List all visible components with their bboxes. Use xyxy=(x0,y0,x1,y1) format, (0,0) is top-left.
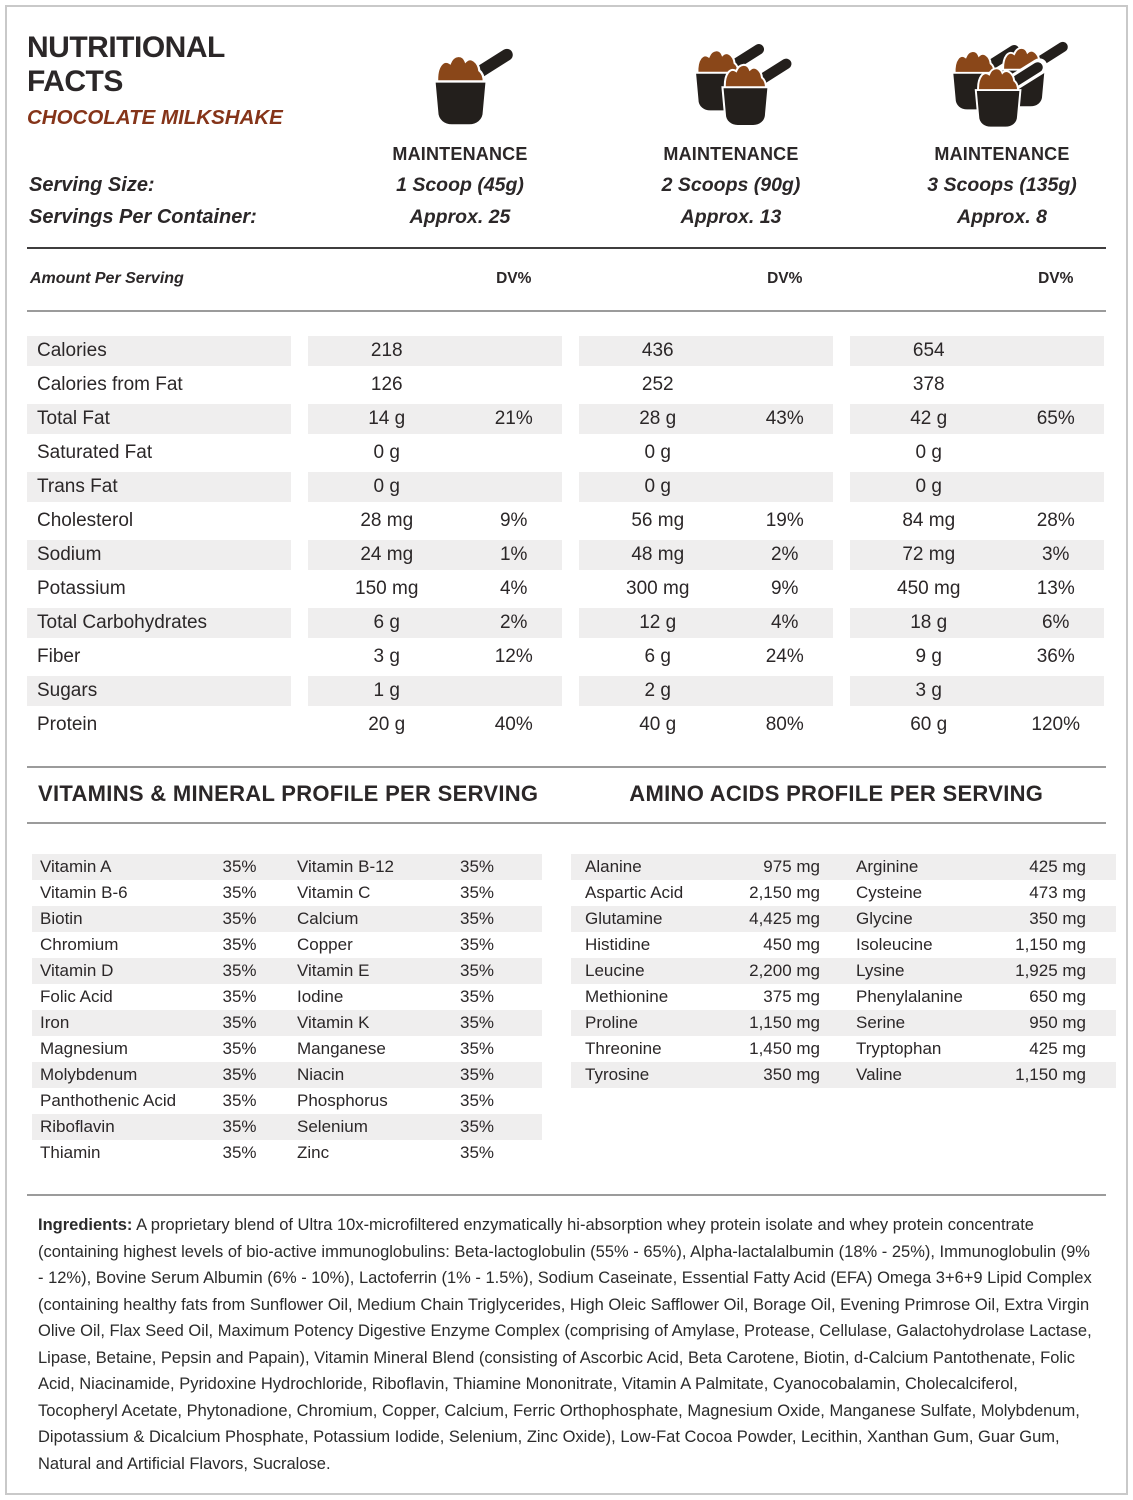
vitamin-value: 35% xyxy=(459,1065,495,1084)
nutrient-amount: 48 mg xyxy=(631,544,685,565)
vitamin-value: 35% xyxy=(459,1117,495,1136)
nutrient-cell-2scoops xyxy=(579,370,833,400)
vitamin-row xyxy=(32,1010,542,1036)
vitamin-name: Vitamin D xyxy=(40,961,114,980)
servings-per-container-value: Approx. 13 xyxy=(680,206,782,228)
amino-acid-value: 950 mg xyxy=(1029,1013,1086,1032)
amino-acid-value: 1,450 mg xyxy=(749,1039,820,1058)
nutrition-label-page xyxy=(5,5,1128,1495)
nutrient-cell-2scoops xyxy=(579,472,833,502)
nutrient-amount: 436 xyxy=(641,340,674,361)
vitamin-value: 35% xyxy=(459,909,495,928)
nutrient-amount: 1 g xyxy=(373,680,400,701)
amino-acid-value: 450 mg xyxy=(763,935,820,954)
amino-acid-row xyxy=(571,984,1116,1010)
vitamin-row xyxy=(32,984,542,1010)
amino-acid-name: Histidine xyxy=(585,935,651,954)
amino-acid-name: Alanine xyxy=(585,857,642,876)
amino-acid-name: Serine xyxy=(856,1013,906,1032)
nutrient-amount: 0 g xyxy=(644,476,671,497)
nutrition-table-row xyxy=(27,642,1106,672)
nutrient-name: Trans Fat xyxy=(27,472,291,502)
amino-acid-name: Lysine xyxy=(856,961,905,980)
nutrient-cell-1scoop xyxy=(308,642,562,672)
nutrient-cell-1scoop xyxy=(308,404,562,434)
amino-acid-value: 975 mg xyxy=(763,857,820,876)
nutrient-amount: 42 g xyxy=(910,408,948,429)
servings-per-container-row xyxy=(27,206,1106,229)
amino-acid-name: Threonine xyxy=(585,1039,662,1058)
vitamin-value: 35% xyxy=(459,1013,495,1032)
dv-header: DV% xyxy=(767,270,803,287)
nutrient-amount: 28 g xyxy=(639,408,677,429)
vitamin-row xyxy=(32,880,542,906)
ingredients-paragraph xyxy=(27,1212,1106,1477)
scoop-icon-x1 xyxy=(333,31,587,130)
amino-acid-name: Glycine xyxy=(856,909,913,928)
nutrient-name: Saturated Fat xyxy=(37,442,153,463)
nutrient-cell-2scoops xyxy=(579,642,833,672)
nutrient-cell-3scoops xyxy=(850,574,1104,604)
nutrient-dv: 21% xyxy=(494,408,533,429)
nutrition-table-row xyxy=(27,710,1106,740)
nutrient-cell-2scoops xyxy=(579,540,833,570)
vitamin-name: Vitamin K xyxy=(297,1013,370,1032)
section-headers xyxy=(27,768,1106,822)
amino-acid-name: Cysteine xyxy=(856,883,923,902)
nutrient-name: Protein xyxy=(37,714,98,735)
nutrient-amount: 378 xyxy=(912,374,945,395)
amino-acid-row xyxy=(571,1010,1116,1036)
amino-acid-value: 425 mg xyxy=(1029,1039,1086,1058)
vitamin-value: 35% xyxy=(459,961,495,980)
tier-row xyxy=(27,130,1106,165)
vitamin-value: 35% xyxy=(222,961,257,980)
amino-acid-value: 2,200 mg xyxy=(749,961,820,980)
nutrient-dv: 40% xyxy=(494,714,533,735)
vitamin-row xyxy=(32,1114,542,1140)
nutrient-amount: 56 mg xyxy=(631,510,685,531)
nutrient-name: Calories from Fat xyxy=(37,374,183,395)
nutrient-dv: 6% xyxy=(1041,612,1070,633)
nutrient-cell-2scoops xyxy=(579,438,833,468)
servings-per-container-label: Servings Per Container: xyxy=(29,206,257,228)
nutrient-amount: 14 g xyxy=(368,408,406,429)
nutrient-name: Sodium xyxy=(27,540,291,570)
nutrient-name: Potassium xyxy=(37,578,126,599)
nutrient-amount: 6 g xyxy=(373,612,400,633)
tier-label: MAINTENANCE xyxy=(392,144,528,164)
vitamin-value: 35% xyxy=(222,1065,257,1084)
amino-acid-row xyxy=(571,958,1116,984)
nutrient-amount: 9 g xyxy=(915,646,942,667)
nutrition-table-row xyxy=(27,574,1106,604)
nutrient-cell-3scoops xyxy=(850,642,1104,672)
vitamin-name: Vitamin A xyxy=(40,857,112,876)
amino-acid-value: 650 mg xyxy=(1029,987,1086,1006)
nutrient-cell-3scoops xyxy=(850,438,1104,468)
nutrient-amount: 300 mg xyxy=(626,578,690,599)
vitamin-name: Manganese xyxy=(297,1039,386,1058)
vitamin-name: Chromium xyxy=(40,935,119,954)
nutrient-amount: 84 mg xyxy=(902,510,956,531)
amino-acid-row xyxy=(571,880,1116,906)
vitamin-name: Vitamin C xyxy=(297,883,371,902)
nutrition-table-row xyxy=(27,336,1106,366)
vitamin-name: Selenium xyxy=(297,1117,368,1136)
nutrient-cell-2scoops xyxy=(579,676,833,706)
vitamin-value: 35% xyxy=(222,1091,257,1110)
amino-acid-name: Arginine xyxy=(856,857,919,876)
nutrition-table xyxy=(27,336,1106,740)
nutrition-table-row xyxy=(27,404,1106,434)
vitamin-row xyxy=(32,906,542,932)
serving-size-value: 1 Scoop (45g) xyxy=(396,174,524,196)
nutrient-name: Cholesterol xyxy=(37,510,134,531)
divider-gray xyxy=(27,822,1106,824)
vitamin-row xyxy=(32,932,542,958)
nutrition-table-row xyxy=(27,472,1106,502)
vitamin-value: 35% xyxy=(222,935,257,954)
vitamin-value: 35% xyxy=(222,909,257,928)
amino-acids-list xyxy=(571,854,1116,1088)
nutrient-amount: 3 g xyxy=(373,646,400,667)
amino-acid-value: 4,425 mg xyxy=(749,909,820,928)
nutrient-cell-1scoop xyxy=(308,370,562,400)
nutrient-name: Total Carbohydrates xyxy=(27,608,291,638)
vitamin-name: Iodine xyxy=(297,987,344,1006)
nutrient-cell-3scoops xyxy=(850,404,1104,434)
divider-gray xyxy=(27,310,1106,312)
nutrition-table-row xyxy=(27,370,1106,400)
vitamin-name: Thiamin xyxy=(40,1143,101,1162)
amino-acids-section-title: AMINO ACIDS PROFILE PER SERVING xyxy=(629,781,1044,806)
amino-acid-name: Tyrosine xyxy=(585,1065,650,1084)
nutrient-name: Total Fat xyxy=(27,404,291,434)
vitamin-value: 35% xyxy=(459,1091,495,1110)
nutrient-dv: 24% xyxy=(765,646,804,667)
brand-block xyxy=(27,31,291,130)
amino-acid-row xyxy=(571,1062,1116,1088)
nutrient-amount: 28 mg xyxy=(360,510,414,531)
nutrient-amount: 654 xyxy=(912,340,945,361)
vitamin-name: Vitamin B-6 xyxy=(40,883,128,902)
nutrient-cell-1scoop xyxy=(308,676,562,706)
amino-acid-value: 375 mg xyxy=(763,987,820,1006)
nutrient-amount: 20 g xyxy=(368,714,406,735)
vitamin-name: Calcium xyxy=(297,909,359,928)
nutrient-dv: 36% xyxy=(1036,646,1075,667)
amino-acid-value: 1,150 mg xyxy=(749,1013,820,1032)
vitamin-name: Riboflavin xyxy=(40,1117,115,1136)
nutrient-cell-1scoop xyxy=(308,336,562,366)
flavor-subtitle: CHOCOLATE MILKSHAKE xyxy=(27,106,283,129)
vitamin-name: Folic Acid xyxy=(40,987,113,1006)
amino-acid-name: Aspartic Acid xyxy=(585,883,684,902)
scoop-icon-x3 xyxy=(875,31,1128,130)
nutrient-dv: 28% xyxy=(1036,510,1075,531)
amino-acid-value: 425 mg xyxy=(1029,857,1086,876)
nutrition-table-row xyxy=(27,540,1106,570)
nutrient-amount: 0 g xyxy=(373,442,400,463)
nutrient-cell-3scoops xyxy=(850,370,1104,400)
nutrient-cell-3scoops xyxy=(850,540,1104,570)
amount-per-serving-header xyxy=(27,249,1106,310)
nutrient-dv: 4% xyxy=(499,578,528,599)
amino-acid-value: 473 mg xyxy=(1029,883,1086,902)
dv-header: DV% xyxy=(496,270,532,287)
vitamin-value: 35% xyxy=(459,857,495,876)
nutrient-amount: 218 xyxy=(370,340,403,361)
vitamins-section-title: VITAMINS & MINERAL PROFILE PER SERVING xyxy=(38,781,539,806)
amino-acid-row xyxy=(571,906,1116,932)
nutrient-dv: 12% xyxy=(494,646,533,667)
nutrient-name: Fiber xyxy=(37,646,81,667)
vitamin-row xyxy=(32,1088,542,1114)
vitamin-value: 35% xyxy=(222,1013,257,1032)
nutrient-cell-2scoops xyxy=(579,608,833,638)
nutrient-cell-3scoops xyxy=(850,336,1104,366)
vitamin-name: Vitamin E xyxy=(297,961,370,980)
nutrient-cell-1scoop xyxy=(308,608,562,638)
serving-size-label: Serving Size: xyxy=(29,174,155,196)
nutrition-table-row xyxy=(27,608,1106,638)
nutrient-amount: 0 g xyxy=(644,442,671,463)
nutrient-dv: 19% xyxy=(765,510,804,531)
nutrient-cell-1scoop xyxy=(308,574,562,604)
nutrient-cell-3scoops xyxy=(850,506,1104,536)
nutrient-amount: 18 g xyxy=(910,612,948,633)
serving-size-value: 3 Scoops (135g) xyxy=(927,174,1077,196)
serving-size-row xyxy=(27,174,1106,197)
nutrient-amount: 72 mg xyxy=(902,544,956,565)
nutrient-amount: 150 mg xyxy=(355,578,419,599)
page-title: NUTRITIONAL FACTS xyxy=(27,31,225,98)
vitamin-name: Panthothenic Acid xyxy=(40,1091,177,1110)
vitamin-name: Molybdenum xyxy=(40,1065,138,1084)
vitamin-row xyxy=(32,1140,542,1166)
nutrient-amount: 12 g xyxy=(639,612,677,633)
nutrient-cell-2scoops xyxy=(579,710,833,740)
nutrient-amount: 0 g xyxy=(915,476,942,497)
nutrient-dv: 1% xyxy=(499,544,528,565)
divider-gray xyxy=(27,1194,1106,1196)
nutrient-amount: 40 g xyxy=(639,714,677,735)
amino-acid-value: 1,925 mg xyxy=(1015,961,1086,980)
nutrient-amount: 0 g xyxy=(915,442,942,463)
nutrient-dv: 2% xyxy=(499,612,528,633)
amino-acid-row xyxy=(571,854,1116,880)
nutrient-amount: 450 mg xyxy=(897,578,961,599)
amino-acid-value: 350 mg xyxy=(763,1065,820,1084)
servings-per-container-value: Approx. 8 xyxy=(957,206,1047,228)
nutrient-name: Sugars xyxy=(27,676,291,706)
nutrient-cell-3scoops xyxy=(850,676,1104,706)
nutrient-cell-1scoop xyxy=(308,438,562,468)
vitamin-row xyxy=(32,854,542,880)
amino-acid-row xyxy=(571,932,1116,958)
ingredients-label: Ingredients: xyxy=(38,1216,133,1234)
nutrient-dv: 3% xyxy=(1041,544,1070,565)
vitamin-name: Magnesium xyxy=(40,1039,128,1058)
amino-acid-name: Glutamine xyxy=(585,909,663,928)
vitamin-value: 35% xyxy=(459,935,495,954)
amino-acid-name: Leucine xyxy=(585,961,645,980)
ingredients-text: A proprietary blend of Ultra 10x-microfiltered enzymatically hi-absorption whey protein isolate and whey protein concentrate (containing highest levels of bio-active immunoglobulins: Beta-lactoglobulin (55% - 65%), Alpha-lactalalbumin (18% - 25%), Immunoglobulin (9% - 12%), Bovine Serum Albumin (6% - 10%), Lactoferrin (1% - 1.5%), Sodium Caseinate, Essential Fatty Acid (EFA) Omega 3+6+9 Lipid Complex (containing healthy fats from Sunflower Oil, Medium Chain Triglycerides, High Oleic Safflower Oil, Borage Oil, Evening Primrose Oil, Extra Virgin Olive Oil, Flax Seed Oil, Maximum Potency Digestive Enzyme Complex (comprising of Amylase, Protease, Cellulase, Galactohydrolase Lactase, Lipase, Betaine, Pepsin and Papain), Vitamin Mineral Blend (consisting of Ascorbic Acid, Beta Carotene, Biotin, d-Calcium Pantothenate, Folic Acid, Niacinamide, Pyridoxine Hydrochloride, Riboflavin, Thiamine Mononitrate, Vitamin A Palmitate, Cyanocobalamin, Cholecalciferol, Tocopheryl Acetate, Phytonadione, Chromium, Copper, Calcium, Ferric Orthophosphate, Magnesium Oxide, Manganese Sulfate, Molybdenum, Dipotassium & Dicalcium Phosphate, Potassium Iodide, Selenium, Zinc Oxide), Low-Fat Cocoa Powder, Lecithin, Xanthan Gum, Guar Gum, Natural and Artificial Flavors, Sucralose. xyxy=(38,1216,1092,1473)
nutrient-cell-3scoops xyxy=(850,608,1104,638)
nutrient-amount: 252 xyxy=(641,374,674,395)
amino-acid-row xyxy=(571,1036,1116,1062)
vitamin-name: Zinc xyxy=(297,1143,330,1162)
vitamin-name: Iron xyxy=(40,1013,70,1032)
nutrient-cell-1scoop xyxy=(308,472,562,502)
header xyxy=(27,31,1106,130)
serving-size-value: 2 Scoops (90g) xyxy=(661,174,801,196)
vitamin-value: 35% xyxy=(222,1039,257,1058)
amino-acid-value: 2,150 mg xyxy=(749,883,820,902)
nutrient-dv: 4% xyxy=(770,612,799,633)
nutrient-dv: 65% xyxy=(1036,408,1075,429)
vitamin-row xyxy=(32,1036,542,1062)
nutrient-dv: 13% xyxy=(1036,578,1075,599)
nutrient-cell-1scoop xyxy=(308,710,562,740)
vitamin-value: 35% xyxy=(222,883,257,902)
nutrient-cell-3scoops xyxy=(850,472,1104,502)
nutrient-cell-1scoop xyxy=(308,506,562,536)
vitamin-value: 35% xyxy=(459,1143,495,1162)
nutrient-dv: 43% xyxy=(765,408,804,429)
nutrient-dv: 80% xyxy=(765,714,804,735)
nutrient-amount: 2 g xyxy=(644,680,671,701)
vitamin-value: 35% xyxy=(222,987,257,1006)
nutrition-table-row xyxy=(27,506,1106,536)
nutrient-amount: 126 xyxy=(370,374,403,395)
nutrient-amount: 3 g xyxy=(915,680,942,701)
nutrient-dv: 9% xyxy=(499,510,528,531)
vitamin-value: 35% xyxy=(459,1039,495,1058)
tier-label: MAINTENANCE xyxy=(663,144,799,164)
nutrient-name: Calories xyxy=(27,336,291,366)
nutrient-amount: 6 g xyxy=(644,646,671,667)
vitamin-name: Vitamin B-12 xyxy=(297,857,395,876)
vitamin-value: 35% xyxy=(222,1143,257,1162)
nutrition-table-row xyxy=(27,676,1106,706)
nutrient-cell-2scoops xyxy=(579,404,833,434)
vitamin-row xyxy=(32,958,542,984)
nutrient-cell-2scoops xyxy=(579,506,833,536)
nutrient-dv: 9% xyxy=(770,578,799,599)
nutrient-amount: 0 g xyxy=(373,476,400,497)
amino-acid-value: 350 mg xyxy=(1029,909,1086,928)
vitamin-value: 35% xyxy=(459,883,495,902)
vitamin-name: Niacin xyxy=(297,1065,345,1084)
amino-acid-value: 1,150 mg xyxy=(1015,935,1086,954)
vitamin-row xyxy=(32,1062,542,1088)
amino-acid-name: Tryptophan xyxy=(856,1039,942,1058)
amino-acid-name: Phenylalanine xyxy=(856,987,963,1006)
nutrient-cell-3scoops xyxy=(850,710,1104,740)
amino-acid-name: Isoleucine xyxy=(856,935,933,954)
vitamins-list xyxy=(32,854,542,1166)
nutrient-cell-2scoops xyxy=(579,574,833,604)
nutrient-amount: 24 mg xyxy=(360,544,414,565)
amino-acid-value: 1,150 mg xyxy=(1015,1065,1086,1084)
tier-label: MAINTENANCE xyxy=(934,144,1070,164)
vitamin-name: Biotin xyxy=(40,909,83,928)
nutrient-dv: 2% xyxy=(770,544,799,565)
dv-header: DV% xyxy=(1038,270,1074,287)
vitamin-value: 35% xyxy=(222,857,257,876)
vitamin-value: 35% xyxy=(459,987,495,1006)
nutrient-amount: 60 g xyxy=(910,714,948,735)
amino-acid-name: Valine xyxy=(856,1065,902,1084)
vitamin-value: 35% xyxy=(222,1117,257,1136)
servings-per-container-value: Approx. 25 xyxy=(409,206,511,228)
amino-acid-name: Methionine xyxy=(585,987,669,1006)
nutrient-cell-2scoops xyxy=(579,336,833,366)
vitamin-name: Copper xyxy=(297,935,353,954)
nutrition-table-row xyxy=(27,438,1106,468)
vitamin-name: Phosphorus xyxy=(297,1091,388,1110)
amount-per-serving-label: Amount Per Serving xyxy=(30,270,184,287)
nutrient-cell-1scoop xyxy=(308,540,562,570)
amino-acid-name: Proline xyxy=(585,1013,638,1032)
scoop-icon-x2 xyxy=(604,31,858,130)
nutrient-dv: 120% xyxy=(1031,714,1081,735)
profile-lists xyxy=(27,854,1106,1166)
